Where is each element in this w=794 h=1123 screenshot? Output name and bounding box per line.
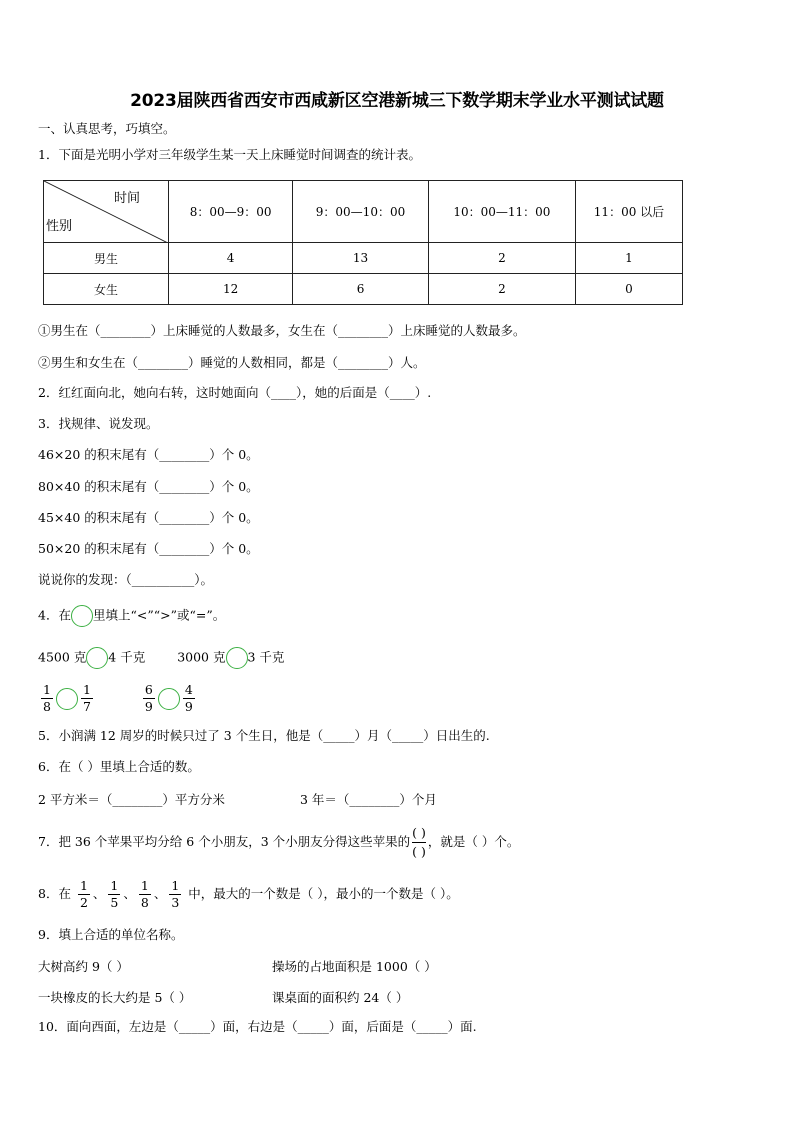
question-4-row1 [38, 647, 284, 669]
compare-circle-icon[interactable] [86, 647, 108, 669]
question-9-b: 操场的占地面积是 1000（ ） [272, 959, 437, 974]
question-9-a: 大树高约 9（ ） [38, 959, 129, 974]
table-cell: 13 [293, 243, 429, 274]
column-header: 9：00—10：00 [293, 181, 429, 243]
q7-prefix: 7．把 36 个苹果平均分给 6 个小朋友，3 个小朋友分得这些苹果的 [38, 834, 411, 849]
q4-a-left: 4500 克 [38, 649, 87, 665]
question-3-discovery: 说说你的发现：（__________）。 [38, 572, 214, 587]
row-label: 男生 [44, 243, 169, 274]
question-6-text: 6．在（ ）里填上合适的数。 [38, 759, 200, 774]
question-9-d: 课桌面的面积约 24（ ） [272, 990, 409, 1005]
question-6-b: 3 年＝（________）个月 [300, 792, 437, 807]
fraction: $\frac{1}{3}$ [171, 878, 180, 910]
header-time: 时间 [113, 191, 140, 206]
table-cell: 2 [428, 243, 575, 274]
diagonal-header-cell [44, 181, 169, 243]
table-cell: 12 [169, 274, 293, 305]
table-cell: 1 [575, 243, 682, 274]
table-cell: 4 [169, 243, 293, 274]
question-4-text [38, 605, 225, 627]
question-6-a: 2 平方米＝（________）平方分米 [38, 792, 225, 807]
q4-a-right: 4 千克 [108, 649, 146, 665]
q8-suffix: 中，最大的一个数是（ ），最小的一个数是（ ）。 [188, 886, 459, 901]
question-1-text: 1．下面是光明小学对三年级学生某一天上床睡觉时间调查的统计表。 [38, 147, 421, 162]
table-cell: 6 [293, 274, 429, 305]
q8-prefix: 8．在 [38, 886, 71, 901]
question-8: 8．在 $\frac{1}{2}$ 、 $\frac{1}{5}$ 、 $\frac{1}{8}$ 、 $\frac{1}{3}$ 中，最大的一个数是（ ），最小的一个数是（ ）。 [38, 878, 459, 910]
fraction: $\frac{1}{5}$ [110, 878, 119, 910]
question-10: 10．面向西面，左边是（_____）面，右边是（_____）面，后面是（_____）面. [38, 1019, 477, 1034]
page-title: 2023届陕西省西安市西咸新区空港新城三下数学期末学业水平测试试题 [130, 91, 664, 111]
fraction: $\frac{4}{9}$ [184, 682, 193, 714]
column-header: 10：00—11：00 [428, 181, 575, 243]
compare-circle-icon[interactable] [158, 688, 180, 710]
question-1-sub1: ①男生在（________）上床睡觉的人数最多，女生在（________）上床睡觉的人数最多。 [38, 323, 526, 338]
fraction: $\frac{1}{7}$ [82, 682, 91, 714]
table-row [44, 243, 683, 274]
blank-fraction[interactable]: $\frac{( )}{( )}$ [412, 825, 426, 859]
table-row [44, 274, 683, 305]
fraction: $\frac{1}{8}$ [43, 682, 51, 714]
compare-circle-icon[interactable] [56, 688, 78, 710]
q4-suffix: 里填上“<”“>”或“=”。 [92, 607, 226, 623]
header-gender: 性别 [46, 219, 73, 234]
row-label: 女生 [44, 274, 169, 305]
question-3-line: 46×20 的积末尾有（________）个 0。 [38, 447, 259, 462]
question-5: 5．小润满 12 周岁的时候只过了 3 个生日，他是（_____）月（_____）日出生的. [38, 728, 490, 743]
q7-suffix: ，就是（ ）个。 [427, 834, 520, 849]
question-7 [38, 824, 519, 861]
fraction: $\frac{1}{8}$ [140, 878, 149, 910]
compare-circle-icon[interactable] [226, 647, 248, 669]
bedtime-stats-table [43, 180, 683, 305]
fraction: $\frac{1}{2}$ [79, 878, 88, 910]
question-3-line: 50×20 的积末尾有（________）个 0。 [38, 541, 259, 556]
table-cell: 2 [428, 274, 575, 305]
question-3-text: 3．找规律、说发现。 [38, 416, 159, 431]
question-3-line: 45×40 的积末尾有（________）个 0。 [38, 510, 259, 525]
column-header: 11：00 以后 [575, 181, 682, 243]
question-3-line: 80×40 的积末尾有（________）个 0。 [38, 479, 259, 494]
section-heading: 一、认真思考，巧填空。 [38, 121, 176, 136]
q4-b-left: 3000 克 [177, 649, 226, 665]
q4-prefix: 4．在 [38, 607, 71, 623]
question-2: 2．红红面向北，她向右转，这时她面向（____），她的后面是（____）. [38, 385, 432, 400]
table-cell: 0 [575, 274, 682, 305]
column-header: 8：00—9：00 [169, 181, 293, 243]
fraction: $\frac{6}{9}$ [144, 682, 153, 714]
q4-b-right: 3 千克 [247, 649, 285, 665]
question-4-row2 [38, 682, 198, 715]
question-9-text: 9．填上合适的单位名称。 [38, 927, 184, 942]
question-9-c: 一块橡皮的长大约是 5（ ） [38, 990, 192, 1005]
question-1-sub2: ②男生和女生在（________）睡觉的人数相同，都是（________）人。 [38, 355, 426, 370]
compare-circle-icon [71, 605, 93, 627]
